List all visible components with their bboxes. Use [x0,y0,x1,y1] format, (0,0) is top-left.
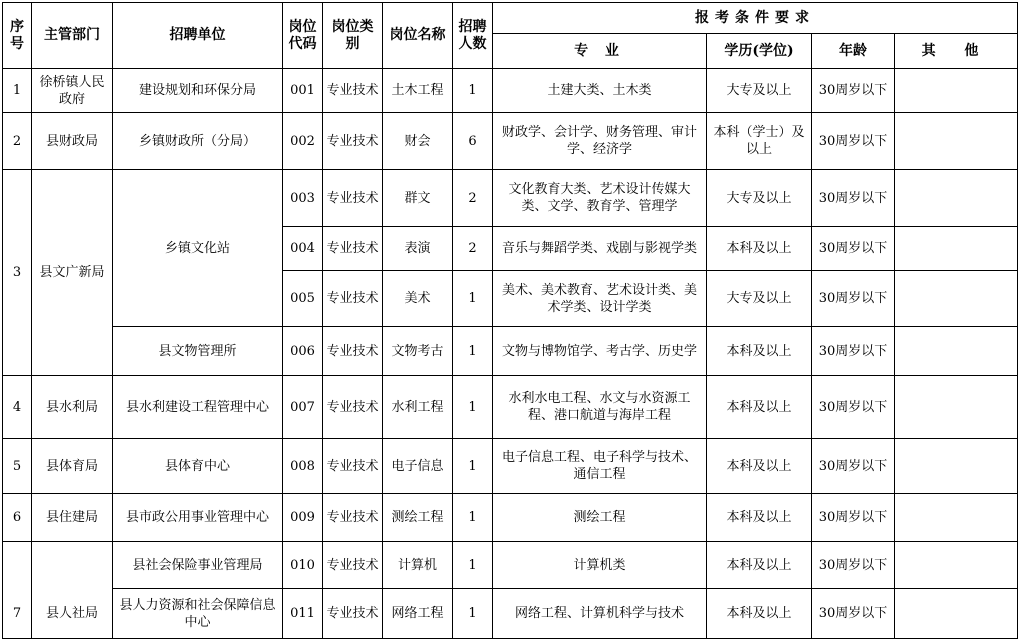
cell-count: 1 [453,376,493,439]
cell-category: 专业技术 [323,170,383,227]
cell-seq: 5 [3,439,32,494]
cell-unit: 县水利建设工程管理中心 [113,376,283,439]
cell-count: 1 [453,439,493,494]
header-code: 岗位代码 [283,3,323,69]
cell-dept: 县财政局 [32,113,113,170]
table-row [3,327,1018,376]
cell-code: 002 [283,113,323,170]
cell-age: 30周岁以下 [812,494,895,542]
cell-major: 电子信息工程、电子科学与技术、通信工程 [493,439,707,494]
header-unit: 招聘单位 [113,3,283,69]
cell-dept: 县人社局 [32,542,113,639]
cell-code: 007 [283,376,323,439]
cell-age: 30周岁以下 [812,271,895,327]
table-row [3,170,1018,227]
cell-post-name: 测绘工程 [383,494,453,542]
cell-major: 土建大类、土木类 [493,69,707,113]
cell-dept: 徐桥镇人民政府 [32,69,113,113]
cell-education: 本科及以上 [707,589,812,639]
cell-count: 2 [453,227,493,271]
cell-category: 专业技术 [323,113,383,170]
recruitment-table [2,2,1018,639]
cell-age: 30周岁以下 [812,439,895,494]
cell-major: 测绘工程 [493,494,707,542]
cell-other [895,494,1018,542]
cell-unit: 乡镇文化站 [113,170,283,327]
cell-major: 美术、美术教育、艺术设计类、美术学类、设计学类 [493,271,707,327]
cell-post-name: 财会 [383,113,453,170]
cell-other [895,271,1018,327]
cell-count: 1 [453,542,493,589]
cell-code: 005 [283,271,323,327]
cell-category: 专业技术 [323,227,383,271]
cell-age: 30周岁以下 [812,589,895,639]
cell-education: 本科及以上 [707,494,812,542]
cell-education: 本科及以上 [707,376,812,439]
cell-category: 专业技术 [323,327,383,376]
cell-post-name: 水利工程 [383,376,453,439]
cell-dept: 县住建局 [32,494,113,542]
cell-age: 30周岁以下 [812,376,895,439]
cell-other [895,542,1018,589]
cell-dept: 县文广新局 [32,170,113,376]
table-row [3,69,1018,113]
cell-unit: 县文物管理所 [113,327,283,376]
cell-education: 大专及以上 [707,69,812,113]
table-row [3,589,1018,639]
cell-major: 财政学、会计学、财务管理、审计学、经济学 [493,113,707,170]
cell-unit: 建设规划和环保分局 [113,69,283,113]
header-count: 招聘人数 [453,3,493,69]
cell-dept: 县水利局 [32,376,113,439]
header-education: 学历(学位) [707,34,812,69]
cell-post-name: 计算机 [383,542,453,589]
cell-count: 1 [453,494,493,542]
cell-other [895,69,1018,113]
cell-age: 30周岁以下 [812,113,895,170]
cell-code: 011 [283,589,323,639]
cell-other [895,589,1018,639]
table-row [3,439,1018,494]
cell-seq: 7 [3,542,32,639]
cell-education: 本科及以上 [707,327,812,376]
cell-dept: 县体育局 [32,439,113,494]
cell-age: 30周岁以下 [812,542,895,589]
cell-category: 专业技术 [323,494,383,542]
cell-count: 1 [453,327,493,376]
cell-code: 001 [283,69,323,113]
cell-education: 本科及以上 [707,542,812,589]
cell-age: 30周岁以下 [812,69,895,113]
cell-code: 008 [283,439,323,494]
cell-education: 本科（学士）及以上 [707,113,812,170]
cell-category: 专业技术 [323,376,383,439]
cell-major: 网络工程、计算机科学与技术 [493,589,707,639]
cell-category: 专业技术 [323,69,383,113]
cell-seq: 2 [3,113,32,170]
cell-post-name: 美术 [383,271,453,327]
cell-count: 1 [453,589,493,639]
table-row [3,376,1018,439]
cell-category: 专业技术 [323,439,383,494]
cell-code: 010 [283,542,323,589]
cell-unit: 县市政公用事业管理中心 [113,494,283,542]
cell-code: 004 [283,227,323,271]
header-dept: 主管部门 [32,3,113,69]
cell-unit: 县体育中心 [113,439,283,494]
cell-age: 30周岁以下 [812,170,895,227]
cell-seq: 4 [3,376,32,439]
table-row [3,494,1018,542]
cell-count: 2 [453,170,493,227]
cell-code: 006 [283,327,323,376]
header-conditions: 报考条件要求 [493,3,1018,34]
header-age: 年龄 [812,34,895,69]
cell-other [895,170,1018,227]
cell-seq: 1 [3,69,32,113]
cell-unit: 县人力资源和社会保障信息中心 [113,589,283,639]
header-other: 其 他 [895,34,1018,69]
cell-category: 专业技术 [323,271,383,327]
cell-count: 1 [453,271,493,327]
cell-post-name: 文物考古 [383,327,453,376]
cell-category: 专业技术 [323,589,383,639]
cell-other [895,327,1018,376]
cell-major: 计算机类 [493,542,707,589]
cell-other [895,227,1018,271]
header-category: 岗位类别 [323,3,383,69]
cell-major: 水利水电工程、水文与水资源工程、港口航道与海岸工程 [493,376,707,439]
cell-count: 6 [453,113,493,170]
table-row [3,113,1018,170]
cell-education: 本科及以上 [707,227,812,271]
cell-major: 文物与博物馆学、考古学、历史学 [493,327,707,376]
cell-education: 本科及以上 [707,439,812,494]
cell-seq: 6 [3,494,32,542]
table-row [3,542,1018,589]
cell-other [895,113,1018,170]
cell-count: 1 [453,69,493,113]
cell-major: 音乐与舞蹈学类、戏剧与影视学类 [493,227,707,271]
cell-seq: 3 [3,170,32,376]
cell-other [895,439,1018,494]
cell-post-name: 电子信息 [383,439,453,494]
cell-other [895,376,1018,439]
cell-unit: 县社会保险事业管理局 [113,542,283,589]
header-seq: 序号 [3,3,32,69]
cell-code: 003 [283,170,323,227]
cell-education: 大专及以上 [707,271,812,327]
cell-unit: 乡镇财政所（分局） [113,113,283,170]
cell-post-name: 土木工程 [383,69,453,113]
header-post-name: 岗位名称 [383,3,453,69]
cell-code: 009 [283,494,323,542]
cell-post-name: 网络工程 [383,589,453,639]
cell-education: 大专及以上 [707,170,812,227]
cell-post-name: 表演 [383,227,453,271]
cell-age: 30周岁以下 [812,327,895,376]
cell-age: 30周岁以下 [812,227,895,271]
cell-category: 专业技术 [323,542,383,589]
header-major: 专 业 [493,34,707,69]
cell-post-name: 群文 [383,170,453,227]
cell-major: 文化教育大类、艺术设计传媒大类、文学、教育学、管理学 [493,170,707,227]
